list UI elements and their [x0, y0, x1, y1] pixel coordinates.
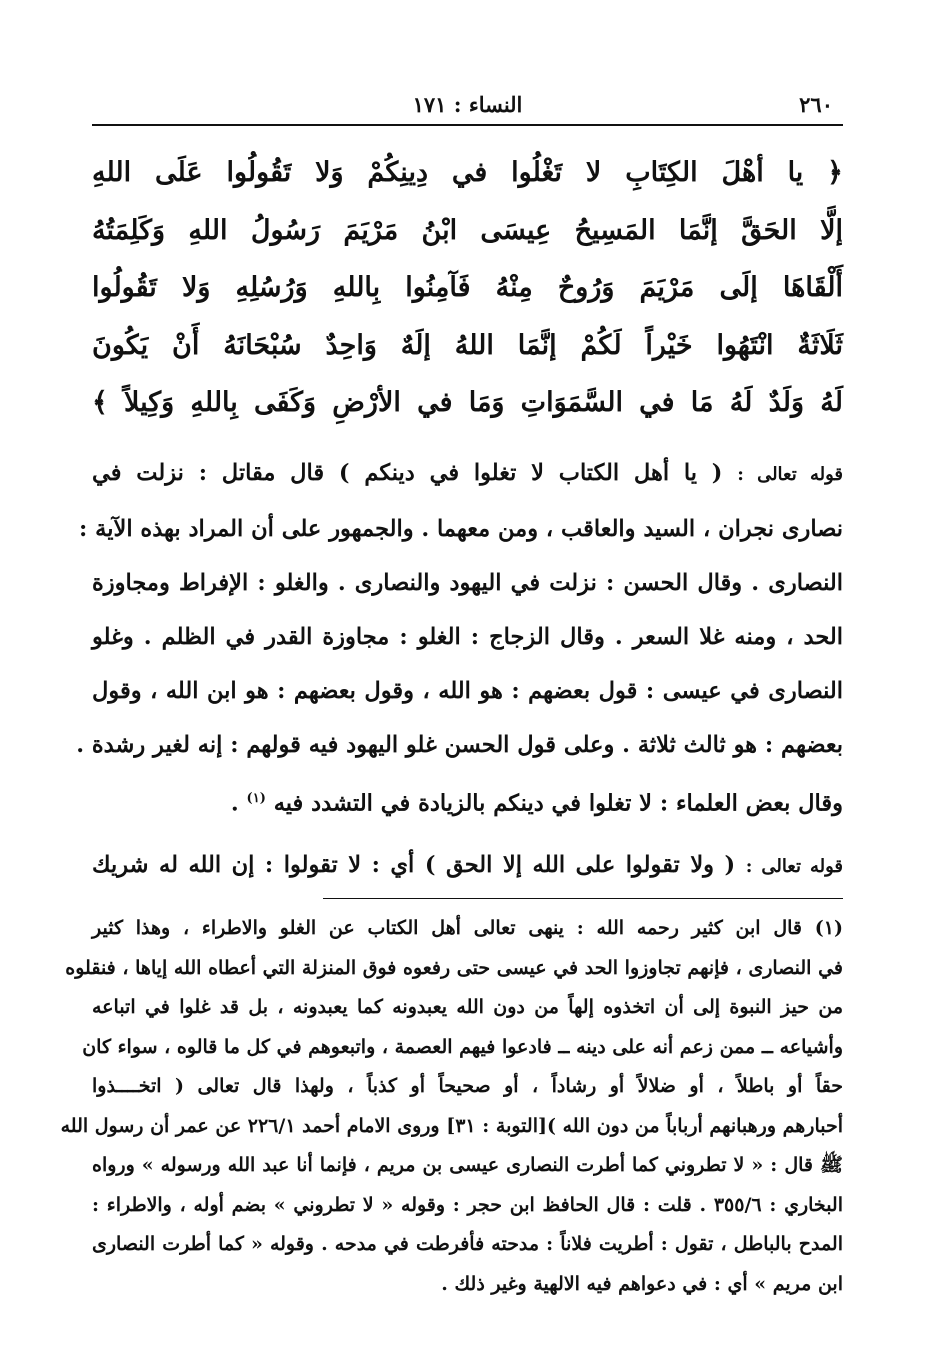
commentary-block: [76, 446, 843, 895]
commentary-lead: قوله تعالى :: [737, 463, 843, 485]
commentary-line: [92, 446, 843, 502]
commentary-line: بعضهم : هو ثالث ثلاثة . وعلى قول الحسن غلو اليهود فيه قولهم : إنه لغير رشدة .: [76, 731, 843, 758]
running-header: [92, 86, 843, 120]
surah-verse-reference: النساء : ١٧١: [412, 92, 523, 117]
footnote-line: أحبارهم ورهبانهم أرباباً من دون الله )[التوبة : ٣١] وروى الامام أحمد ٢٢٦/١ عن عمر أن رسول الله: [60, 1114, 843, 1137]
commentary-lead: قوله تعالى :: [745, 856, 843, 877]
quran-verse-block: [92, 144, 843, 432]
commentary-line: الحد ، ومنه غلا السعر . وقال الزجاج : الغلو : مجاوزة القدر في الظلم . وغلو: [92, 623, 843, 650]
verse-line: لَهُ وَلَدٌ لَهُ مَا في السَّمَوَاتِ وَمَا في الأرْضِ وَكَفَى بِاللهِ وَكِيلاً ﴾: [92, 387, 843, 418]
commentary-text: ( يا أهل الكتاب لا تغلوا في دينكم ) قال مقاتل : نزلت في: [92, 459, 723, 486]
verse-line: ثَلَاثَةٌ انْتَهُوا خَيْراً لَكُمْ إنَّمَا اللهُ إلَهٌ وَاحِدٌ سُبْحَانَهُ أَنْ يَكُونَ: [92, 329, 843, 361]
footnote-line: البخاري : ٣٥٥/٦ . قلت : قال الحافظ ابن حجر : وقوله « لا تطروني » بضم أوله ، والاطراء :: [92, 1193, 843, 1216]
commentary-line: نصارى نجران ، السيد والعاقب ، ومن معهما . والجمهور على أن المراد بهذه الآية :: [79, 515, 843, 542]
footnote-line: حقاً أو باطلاً ، أو ضلالاً أو رشاداً ، أو صحيحاً أو كذباً ، ولهذا قال تعالى ( اتخــــذوا: [92, 1075, 843, 1097]
footnote-line: ﷺ قال : « لا تطروني كما أطرت النصارى عيسى بن مريم ، فإنما أنا عبد الله ورسوله » ورواه: [92, 1154, 843, 1176]
page-number: ٢٦٠: [799, 92, 833, 117]
commentary-text: ( ولا تقولوا على الله إلا الحق ) أي : لا تقولوا : إن الله له شريك: [92, 852, 736, 878]
verse-line: إلَّا الحَقَّ إنَّمَا المَسِيحُ عِيسَى ابْنُ مَرْيَمَ رَسُولُ اللهِ وَكَلِمَتُهُ: [92, 214, 843, 246]
footnote-line: (١) قال ابن كثير رحمه الله : ينهى تعالى أهل الكتاب عن الغلو والاطراء ، وهذا كثير: [92, 917, 843, 939]
commentary-line: النصارى . وقال الحسن : نزلت في اليهود والنصارى . والغلو : الإفراط ومجاوزة: [92, 569, 843, 596]
footnote-line: المدح بالباطل ، تقول : أطريت فلاناً : مدحته فأفرطت في مدحه . وقوله « كما أطرت النصارى: [92, 1233, 843, 1255]
commentary-line: [92, 838, 843, 894]
paragraph-gap: [92, 830, 843, 838]
commentary-line: النصارى في عيسى : قول بعضهم : هو الله ، وقول بعضهم : هو ابن الله ، وقول: [92, 677, 843, 704]
footnote-line: في النصارى ، فإنهم تجاوزوا الحد في عيسى حتى رفعوه فوق المنزلة التي أعطاه الله إياها ، فنقلوه: [65, 956, 843, 979]
footnotes-block: [60, 909, 843, 1304]
footnote-reference[interactable]: (١): [246, 790, 266, 806]
footnote-line: وأشياعه ــ ممن زعم أنه على دينه ــ فادعوا فيهم العصمة ، واتبعوهم في كل ما قالوه ، سواء كان: [82, 1035, 843, 1058]
footnote-rule: [323, 898, 843, 899]
commentary-text: وقال بعض العلماء : لا تغلوا في دينكم بالزيادة في التشدد فيه: [273, 790, 843, 816]
verse-line: أَلْقَاهَا إلَى مَرْيَمَ وَرُوحٌ مِنْهُ فَآمِنُوا بِاللهِ وَرُسُلِهِ وَلا تَقُولُوا: [92, 272, 843, 303]
header-rule: [92, 124, 843, 126]
verse-line: ﴿ يا أهْلَ الكِتَابِ لا تَغْلُوا في دِينِكُمْ وَلا تَقُولُوا عَلَى اللهِ: [92, 157, 843, 188]
commentary-line: وقال بعض العلماء : لا تغلوا في دينكم بالزيادة في التشدد فيه $^{(١)}$ .: [230, 790, 843, 816]
footnote-line: من حيز النبوة إلى أن اتخذوه إلهاً من دون الله يعبدونه كما يعبدونه ، بل قد غلوا في اتباعه: [92, 996, 843, 1018]
footnote-line: ابن مريم » أي : في دعواهم فيه الالهية وغير ذلك .: [441, 1272, 843, 1295]
